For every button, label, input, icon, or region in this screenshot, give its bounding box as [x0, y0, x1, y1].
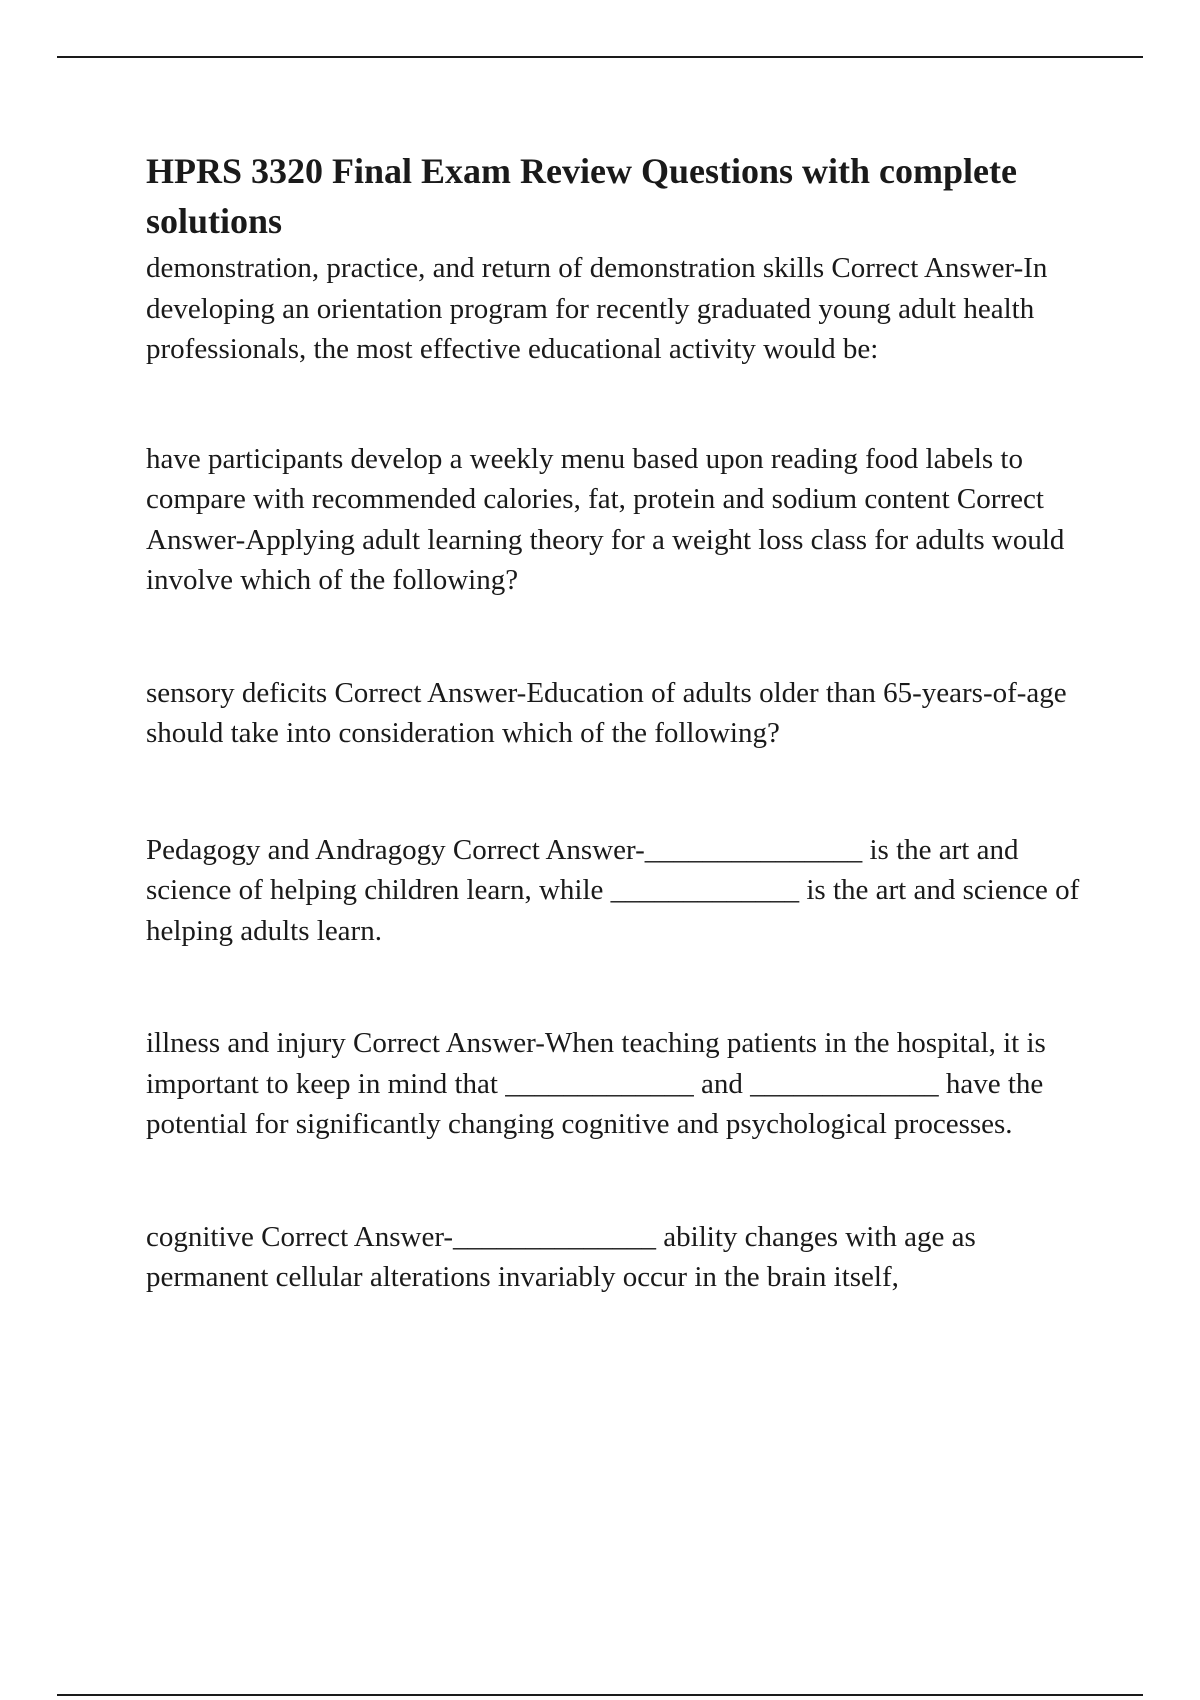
qa-entry-6: cognitive Correct Answer-______________ ability changes with age as permanent cellular alterations invariably occur in the brain itself, [146, 1220, 976, 1293]
top-divider [57, 56, 1143, 58]
document-body [146, 146, 1096, 1298]
bottom-divider [57, 1694, 1143, 1696]
qa-entry-1: demonstration, practice, and return of demonstration skills Correct Answer-In developing an orientation program for recently graduated young adult health professionals, the most effective educational activity would be: [146, 252, 1048, 365]
qa-entry-4: Pedagogy and Andragogy Correct Answer-_______________ is the art and science of helping children learn, while _____________ is the art and science of helping adults learn. [146, 833, 1080, 947]
qa-entry-2: have participants develop a weekly menu based upon reading food labels to compare with recommended calories, fat, protein and sodium content Correct Answer-Applying adult learning theory for a weight loss class for adults would involve which of the following? [146, 442, 1065, 596]
qa-entry-5: illness and injury Correct Answer-When teaching patients in the hospital, it is important to keep in mind that _____________ and _____________ have the potential for significantly changing cognitive and psychological processes. [146, 1027, 1046, 1140]
qa-entry-3: sensory deficits Correct Answer-Education of adults older than 65-years-of-age should take into consideration which of the following? [146, 676, 1067, 749]
document-title: HPRS 3320 Final Exam Review Questions with complete solutions [146, 151, 1017, 241]
